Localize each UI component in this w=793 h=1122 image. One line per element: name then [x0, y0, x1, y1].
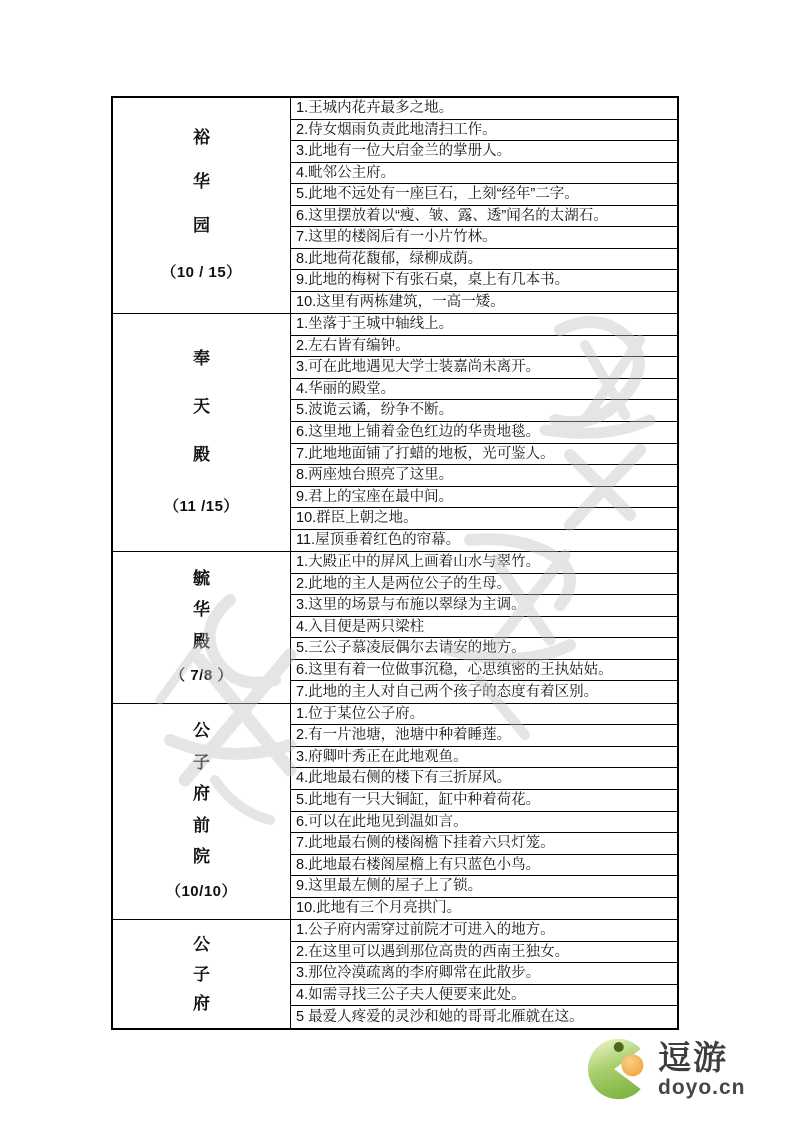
section-title-cell — [113, 98, 291, 313]
clue-row: 2.有一片池塘，池塘中种着睡莲。 — [291, 725, 677, 747]
clue-row: 7.此地地面铺了打蜡的地板，光可鉴人。 — [291, 444, 677, 466]
clue-row: 3.府卿叶秀正在此地观鱼。 — [291, 747, 677, 769]
clue-row: 10.此地有三个月亮拱门。 — [296, 900, 462, 917]
clue-row: 1.公子府内需穿过前院才可进入的地方。 — [291, 920, 677, 942]
clue-row: 3.那位冷漠疏离的李府卿常在此散步。 — [291, 963, 677, 985]
section-title-char: 毓 — [193, 569, 210, 589]
section-title-char: 公 — [193, 935, 210, 955]
clue-row: 5.波诡云谲，纷争不断。 — [291, 400, 677, 422]
clue-row: 11.屋顶垂着红色的帘幕。 — [296, 532, 461, 549]
section-title-cell — [113, 314, 291, 551]
brand-name: 逗游 — [658, 1038, 728, 1076]
clue-row: 4.华丽的殿堂。 — [291, 379, 677, 401]
section-title-char: 华 — [193, 172, 210, 192]
section-title-cell — [113, 920, 291, 1028]
clue-row: 8.此地最右楼阁屋檐上有只蓝色小鸟。 — [291, 855, 677, 877]
clue-row: 6.可以在此地见到温如言。 — [291, 812, 677, 834]
progress-count: （10/10） — [165, 882, 238, 900]
section-title-char: 裕 — [193, 128, 210, 148]
section-clues — [291, 704, 677, 919]
clue-row: 8.此地荷花馥郁，绿柳成荫。 — [291, 249, 677, 271]
clue-row: 4.此地最右侧的楼下有三折屏风。 — [291, 768, 677, 790]
brand-domain: doyo.cn — [658, 1075, 746, 1099]
clue-row: 2.此地的主人是两位公子的生母。 — [291, 574, 677, 596]
clue-row: 10.群臣上朝之地。 — [291, 508, 677, 530]
progress-count: （11 /15） — [164, 497, 239, 515]
table-section — [113, 552, 677, 704]
section-title-char: 子 — [193, 964, 210, 984]
clue-row: 4.如需寻找三公子夫人便要来此处。 — [291, 985, 677, 1007]
table-section — [113, 920, 677, 1028]
section-clues — [291, 552, 677, 703]
clue-row: 4.毗邻公主府。 — [291, 163, 677, 185]
section-clues — [291, 314, 677, 551]
clue-row: 2.侍女烟雨负责此地清扫工作。 — [291, 120, 677, 142]
clue-row: 3.可在此地遇见大学士装嘉尚未离开。 — [291, 357, 677, 379]
clue-row: 7.此地最右侧的楼阁檐下挂着六只灯笼。 — [291, 833, 677, 855]
clue-row: 7.此地的主人对自己两个孩子的态度有着区别。 — [296, 683, 599, 700]
clue-row: 6.这里地上铺着金色红边的华贵地毯。 — [291, 422, 677, 444]
section-title-char: 园 — [193, 216, 210, 236]
section-title-cell — [113, 552, 291, 703]
section-clues — [291, 98, 677, 313]
clue-row: 8.两座烛台照亮了这里。 — [291, 465, 677, 487]
section-title-char: 殿 — [193, 445, 210, 465]
section-title-char: 府 — [193, 784, 210, 804]
table-section — [113, 314, 677, 552]
clue-row: 1.王城内花卉最多之地。 — [291, 98, 677, 120]
clue-row: 2.在这里可以遇到那位高贵的西南王独女。 — [291, 942, 677, 964]
clue-row: 1.坐落于王城中轴线上。 — [291, 314, 677, 336]
section-title-char: 院 — [193, 847, 210, 867]
progress-count: （ 7/8 ） — [170, 666, 233, 684]
clue-row: 3.这里的场景与布施以翠绿为主调。 — [291, 595, 677, 617]
progress-count: （10 / 15） — [161, 264, 242, 282]
clue-row: 9.这里最左侧的屋子上了锁。 — [291, 876, 677, 898]
clue-row: 6.这里有着一位做事沉稳，心思缜密的王执姑姑。 — [291, 660, 677, 682]
section-title-char: 华 — [193, 600, 210, 620]
section-title-char: 殿 — [193, 631, 210, 651]
section-title-char: 子 — [193, 752, 210, 772]
section-title-char: 奉 — [193, 348, 210, 368]
table-section — [113, 704, 677, 920]
section-title-cell — [113, 704, 291, 919]
section-title-char: 府 — [193, 993, 210, 1013]
section-clues — [291, 920, 677, 1028]
clue-row: 5.此地不远处有一座巨石，上刻“经年”二字。 — [291, 184, 677, 206]
clue-row: 3.此地有一位大启金兰的掌册人。 — [291, 141, 677, 163]
section-title-char: 公 — [193, 721, 210, 741]
clue-row: 5 最爱人疼爱的灵沙和她的哥哥北雁就在这。 — [296, 1008, 584, 1025]
doyo-pacman-icon — [584, 1036, 648, 1102]
section-title-char: 天 — [193, 397, 210, 417]
clue-row: 1.大殿正中的屏风上画着山水与翠竹。 — [291, 552, 677, 574]
clue-row: 9.君上的宝座在最中间。 — [291, 487, 677, 509]
clue-row: 10.这里有两栋建筑，一高一矮。 — [296, 294, 505, 311]
clue-row: 4.入目便是两只梁柱 — [291, 617, 677, 639]
clue-row: 9.此地的梅树下有张石桌，桌上有几本书。 — [291, 270, 677, 292]
clue-row: 5.三公子慕凌辰偶尔去请安的地方。 — [291, 638, 677, 660]
section-title-char: 前 — [193, 815, 210, 835]
clue-table — [111, 96, 679, 1030]
clue-row: 2.左右皆有编钟。 — [291, 336, 677, 358]
clue-row: 7.这里的楼阁后有一小片竹林。 — [291, 227, 677, 249]
clue-row: 1.位于某位公子府。 — [291, 704, 677, 726]
clue-row: 5.此地有一只大铜缸，缸中种着荷花。 — [291, 790, 677, 812]
doyo-logo-text — [658, 1038, 746, 1099]
table-section — [113, 98, 677, 314]
clue-row: 6.这里摆放着以“瘦、皱、露、透”闻名的太湖石。 — [291, 206, 677, 228]
doyo-logo — [584, 1036, 746, 1102]
